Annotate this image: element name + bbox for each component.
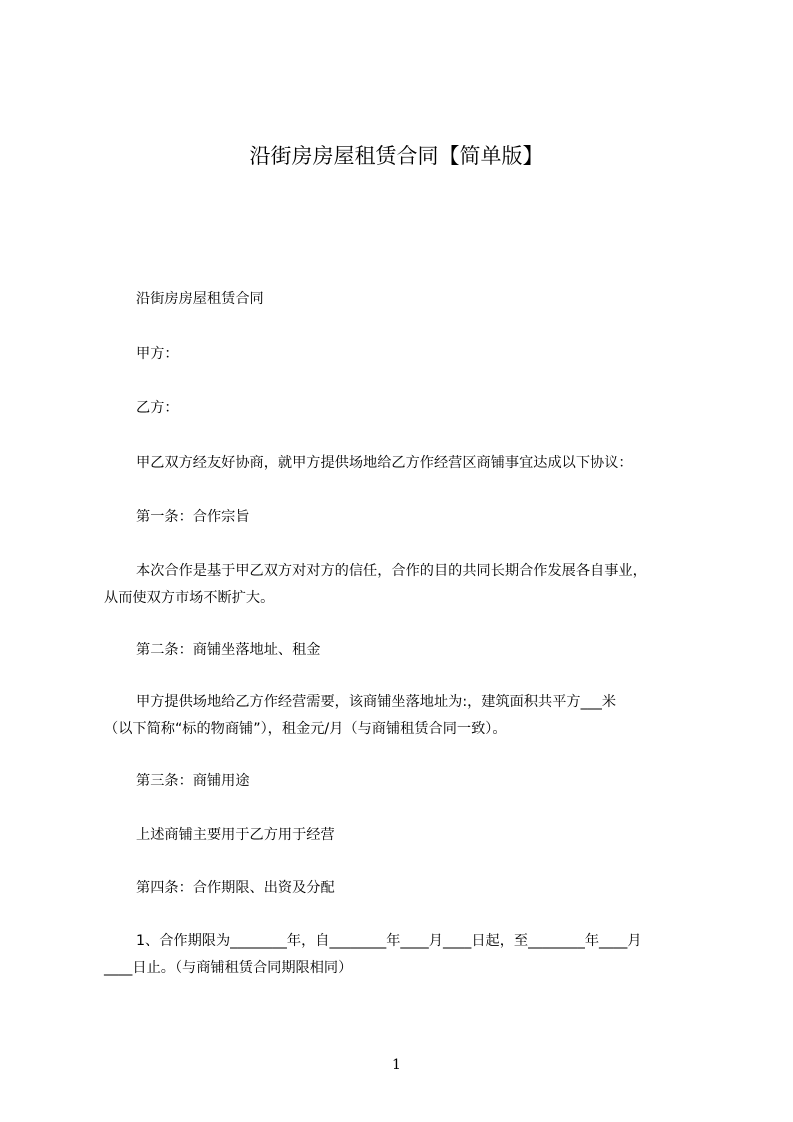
article-3-heading: 第三条：商铺用途: [136, 773, 250, 789]
party-b-label: 乙方：: [136, 400, 179, 416]
article-1-heading: 第一条：合作宗旨: [136, 509, 250, 525]
article-1-body-line-1: 本次合作是基于甲乙双方对对方的信任，合作的目的共同长期合作发展各自事业，: [136, 563, 647, 579]
preamble-paragraph: 甲乙双方经友好协商，就甲方提供场地给乙方作经营区商铺事宜达成以下协议：: [136, 455, 633, 471]
article-4-item-1-line-2: ____日止。（与商铺租赁合同期限相同）: [104, 960, 353, 976]
article-4-item-1-line-1: 1、合作期限为________年，自________年____月____日起，至________年____月: [136, 933, 642, 949]
article-2-body-line-2: （以下简称“标的物商铺”），租金元/月（与商铺租赁合同一致）。: [104, 721, 507, 737]
article-1-body-line-2: 从而使双方市场不断扩大。: [104, 590, 275, 606]
page-number: 1: [392, 1057, 401, 1073]
party-a-label: 甲方：: [136, 346, 179, 362]
article-2-body-line-1: 甲方提供场地给乙方作经营需要，该商铺坐落地址为:，建筑面积共平方___米: [136, 694, 617, 710]
article-4-heading: 第四条：合作期限、出资及分配: [136, 880, 335, 896]
article-2-heading: 第二条：商铺坐落地址、租金: [136, 642, 321, 658]
contract-name: 沿街房房屋租赁合同: [136, 291, 264, 307]
article-3-body: 上述商铺主要用于乙方用于经营: [136, 827, 335, 843]
document-title: 沿街房房屋租赁合同【简单版】: [249, 144, 544, 168]
